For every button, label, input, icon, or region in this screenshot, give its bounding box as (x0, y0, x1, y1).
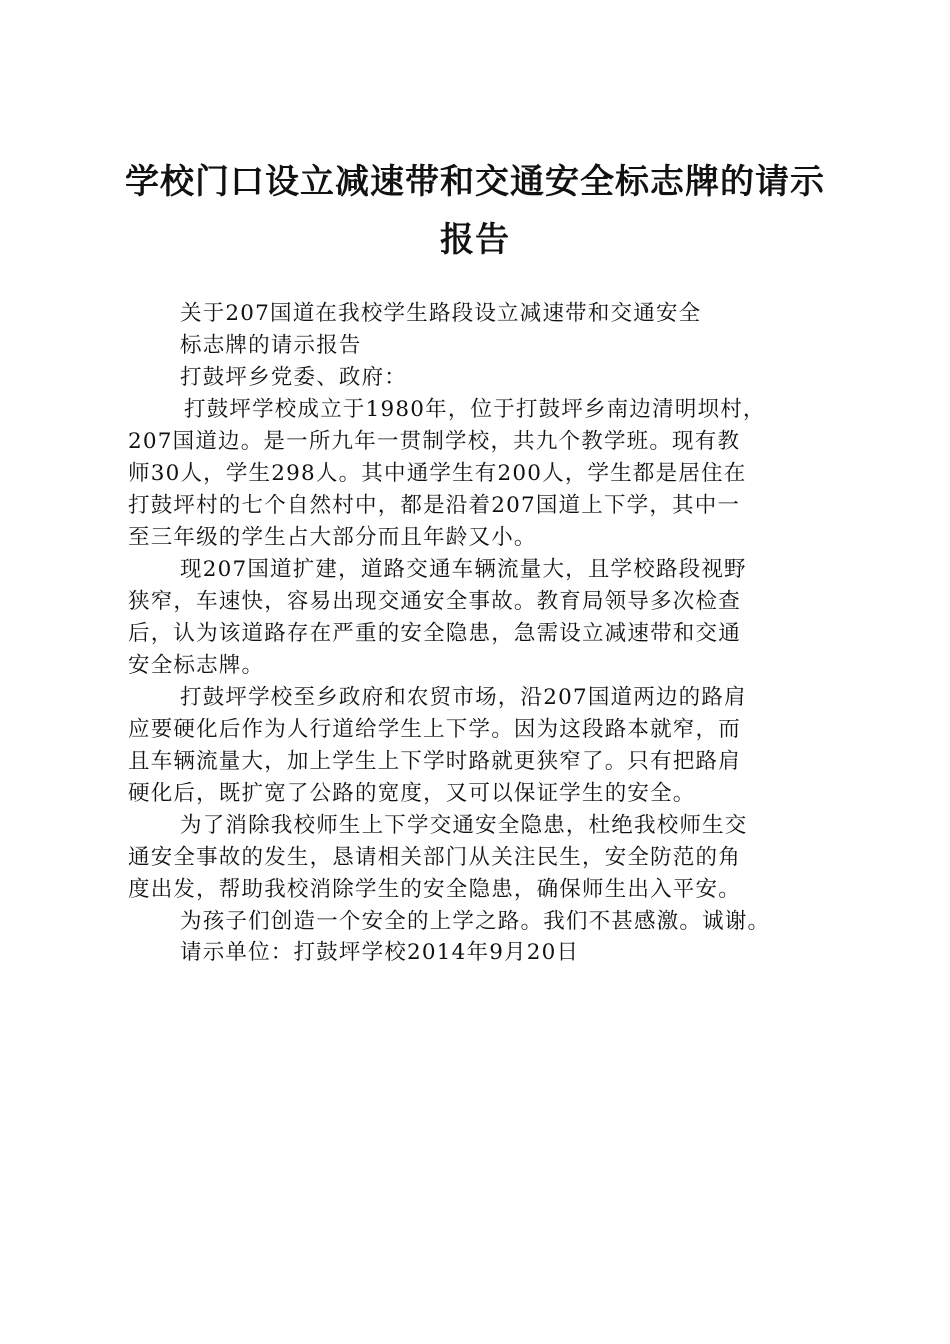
paragraph-line: 至三年级的学生占大部分而且年龄又小。 (128, 525, 537, 550)
paragraph-line: 207国道边。是一所九年一贯制学校，共九个教学班。现有教 (128, 429, 741, 454)
paragraph-5: 为孩子们创造一个安全的上学之路。我们不甚感激。诚谢。 (180, 909, 771, 934)
signature-line: 请示单位：打鼓坪学校2014年9月20日 (180, 940, 580, 965)
paragraph-1 (128, 394, 840, 554)
paragraph-2 (128, 554, 840, 682)
paragraph-line: 现207国道扩建，道路交通车辆流量大，且学校路段视野 (180, 557, 747, 582)
paragraph-line: 应要硬化后作为人行道给学生上下学。因为这段路本就窄，而 (128, 717, 741, 742)
document-title-line-1: 学校门口设立减速带和交通安全标志牌的请示 (125, 162, 825, 202)
subtitle-line-2: 标志牌的请示报告 (180, 333, 362, 358)
salutation: 打鼓坪乡党委、政府： (180, 365, 408, 390)
paragraph-4 (128, 810, 840, 906)
paragraph-line: 且车辆流量大，加上学生上下学时路就更狭窄了。只有把路肩 (128, 749, 741, 774)
paragraph-line: 师30人，学生298人。其中通学生有200人，学生都是居住在 (128, 461, 747, 486)
paragraph-line: 后，认为该道路存在严重的安全隐患，急需设立减速带和交通 (128, 621, 741, 646)
paragraph-line: 硬化后，既扩宽了公路的宽度，又可以保证学生的安全。 (128, 781, 696, 806)
paragraph-3 (128, 682, 840, 810)
paragraph-line: 狭窄，车速快，容易出现交通安全事故。教育局领导多次检查 (128, 589, 741, 614)
paragraph-line: 打鼓坪村的七个自然村中，都是沿着207国道上下学，其中一 (128, 493, 741, 518)
paragraph-line: 打鼓坪学校成立于1980年，位于打鼓坪乡南边清明坝村， (184, 397, 766, 422)
paragraph-line: 为了消除我校师生上下学交通安全隐患，杜绝我校师生交 (180, 813, 748, 838)
paragraph-line: 安全标志牌。 (128, 653, 265, 678)
document-body (128, 298, 840, 938)
paragraph-line: 打鼓坪学校至乡政府和农贸市场，沿207国道两边的路肩 (180, 685, 747, 710)
subtitle-line-1: 关于207国道在我校学生路段设立减速带和交通安全 (180, 301, 702, 326)
paragraph-line: 度出发，帮助我校消除学生的安全隐患，确保师生出入平安。 (128, 877, 741, 902)
paragraph-line: 通安全事故的发生，恳请相关部门从关注民生，安全防范的角 (128, 845, 741, 870)
document-title-line-2: 报告 (440, 220, 510, 260)
